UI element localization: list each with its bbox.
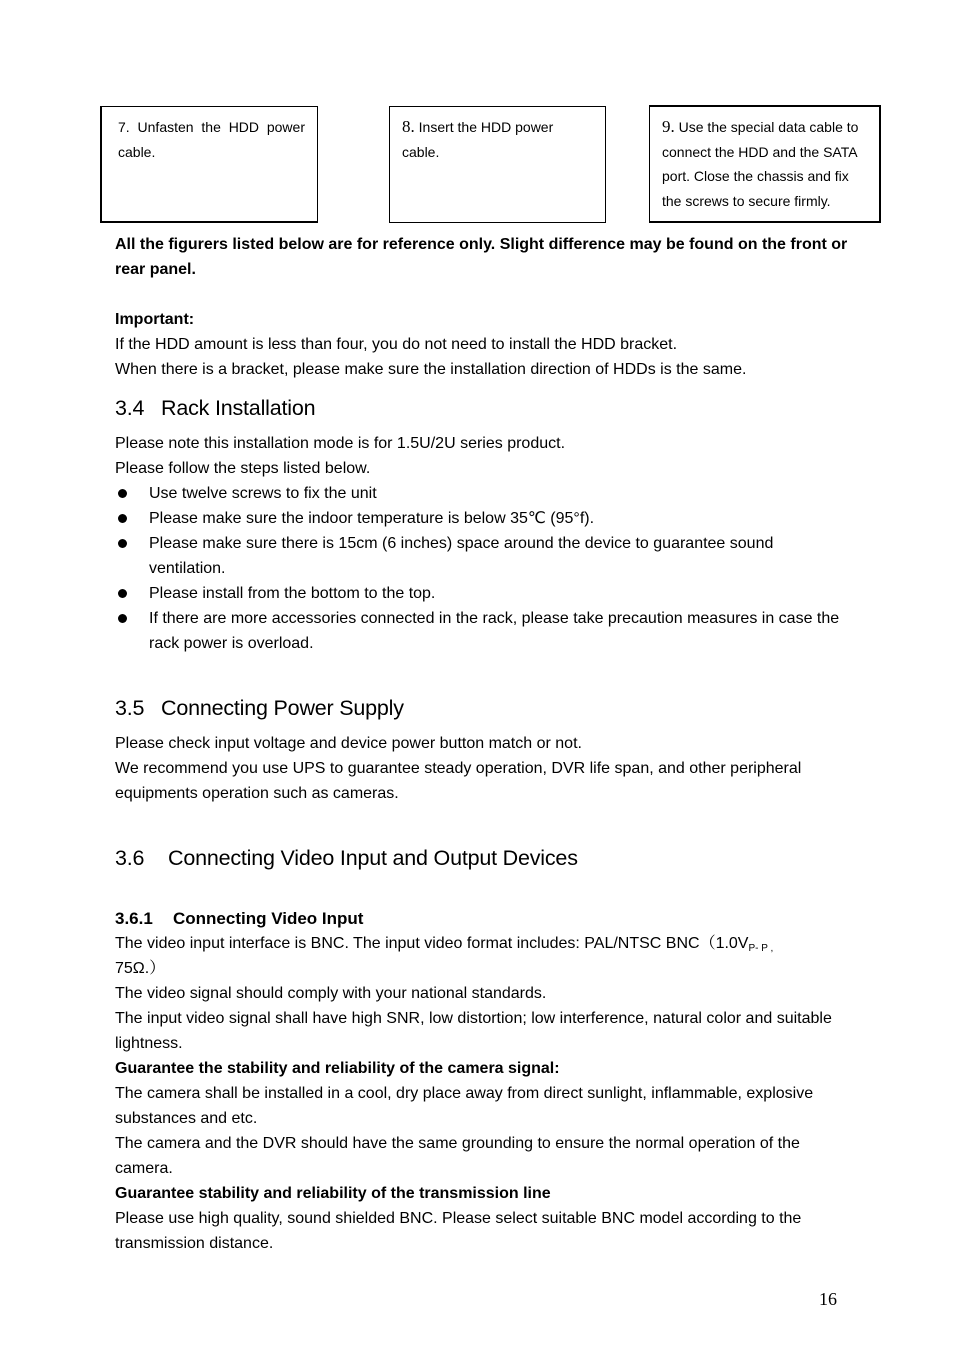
- camera-grounding-paragraph: The camera and the DVR should have the same grounding to ensure the normal operation of the camera.: [115, 1135, 800, 1177]
- list-item-text: Please install from the bottom to the top.: [149, 585, 436, 602]
- section-3-5-paragraph-2: We recommend you use UPS to guarantee steady operation, DVR life span, and other peripheral equipments operation such as cameras.: [115, 760, 802, 802]
- impedance-text: 75Ω.）: [115, 960, 166, 977]
- bullet-icon: [118, 589, 127, 598]
- important-line-2: When there is a bracket, please make sure the installation direction of HDDs is the same.: [115, 361, 747, 378]
- bullet-icon: [118, 539, 127, 548]
- page-number: 16: [819, 1289, 837, 1309]
- section-3-6-1-number: 3.6.1: [115, 909, 153, 928]
- transmission-line-heading: Guarantee stability and reliability of the transmission line: [115, 1185, 551, 1202]
- bullet-icon: [118, 514, 127, 523]
- list-item: [115, 581, 850, 606]
- section-3-4-paragraph-2: Please follow the steps listed below.: [115, 460, 371, 477]
- camera-placement-paragraph: The camera shall be installed in a cool, dry place away from direct sunlight, inflammable, explosive substances and etc.: [115, 1085, 814, 1127]
- section-3-6-1-title: Connecting Video Input: [173, 909, 364, 928]
- section-3-6-heading: [115, 845, 850, 871]
- section-3-6-title: Connecting Video Input and Output Devices: [168, 846, 578, 870]
- section-3-6-number: 3.6: [115, 846, 145, 870]
- list-item: [115, 481, 850, 506]
- section-3-5-body: [115, 731, 850, 806]
- step-8-number: 8.: [402, 117, 415, 136]
- section-3-4-heading: [115, 395, 850, 421]
- list-item-text: Please make sure the indoor temperature is below 35℃ (95°f).: [149, 510, 595, 527]
- list-item-text: If there are more accessories connected in the rack, please take precaution measures in case the rack power is overload.: [149, 610, 840, 652]
- step-7-text: [114, 115, 305, 189]
- section-3-5-number: 3.5: [115, 696, 145, 720]
- list-item: [115, 531, 850, 581]
- video-standard-paragraph: The video signal should comply with your national standards.: [115, 985, 547, 1002]
- rack-bullet-list: [115, 481, 850, 656]
- section-3-5-title: Connecting Power Supply: [161, 696, 404, 720]
- step-8-description: Insert the HDD power cable.: [402, 119, 554, 160]
- step-9-number: 9.: [662, 117, 675, 136]
- step-9-box: [649, 105, 881, 223]
- section-3-6-1: [115, 907, 850, 931]
- video-quality-paragraph: The input video signal shall have high SNR, low distortion; low interference, natural color and suitable lightness.: [115, 1010, 832, 1052]
- important-block: [115, 307, 850, 382]
- reference-note: [115, 232, 850, 282]
- list-item-text: Use twelve screws to fix the unit: [149, 485, 377, 502]
- section-3-4-body: [115, 431, 850, 656]
- section-3-6-1-body: [115, 931, 850, 1256]
- reference-note-text: All the figurers listed below are for reference only. Slight difference may be found on the front or rear panel.: [115, 236, 848, 278]
- bullet-icon: [118, 489, 127, 498]
- section-3-5: [115, 695, 850, 721]
- step-7-number: 7.: [118, 119, 130, 135]
- transmission-paragraph: Please use high quality, sound shielded BNC. Please select suitable BNC model according to the transmission distance.: [115, 1210, 802, 1252]
- step-9-description: Use the special data cable to connect the HDD and the SATA port. Close the chassis and fix the screws to secure firmly.: [662, 119, 859, 209]
- section-3-6: [115, 845, 850, 871]
- section-3-5-heading: [115, 695, 850, 721]
- bullet-icon: [118, 614, 127, 623]
- important-line-1: If the HDD amount is less than four, you do not need to install the HDD bracket.: [115, 336, 678, 353]
- section-3-5-paragraph-1: Please check input voltage and device power button match or not.: [115, 735, 582, 752]
- important-label: Important:: [115, 311, 195, 328]
- video-format-text: The video input interface is BNC. The input video format includes: PAL/NTSC BNC（1.0V: [115, 935, 749, 952]
- section-3-4-title: Rack Installation: [161, 396, 316, 420]
- step-7-box: [100, 106, 318, 223]
- section-3-4-number: 3.4: [115, 396, 145, 420]
- list-item: [115, 506, 850, 531]
- step-8-box: [389, 106, 606, 223]
- section-3-4: [115, 395, 850, 421]
- list-item-text: Please make sure there is 15cm (6 inches) space around the device to guarantee sound ventilation.: [149, 535, 774, 577]
- list-item: [115, 606, 850, 656]
- voltage-subscript: P- P ,: [748, 943, 774, 954]
- section-3-6-1-heading: [115, 907, 850, 931]
- video-format-paragraph: [115, 931, 850, 981]
- section-3-4-paragraph-1: Please note this installation mode is for 1.5U/2U series product.: [115, 435, 566, 452]
- step-7-description: Unfasten the HDD power cable.: [118, 119, 305, 160]
- camera-signal-heading: Guarantee the stability and reliability of the camera signal:: [115, 1060, 560, 1077]
